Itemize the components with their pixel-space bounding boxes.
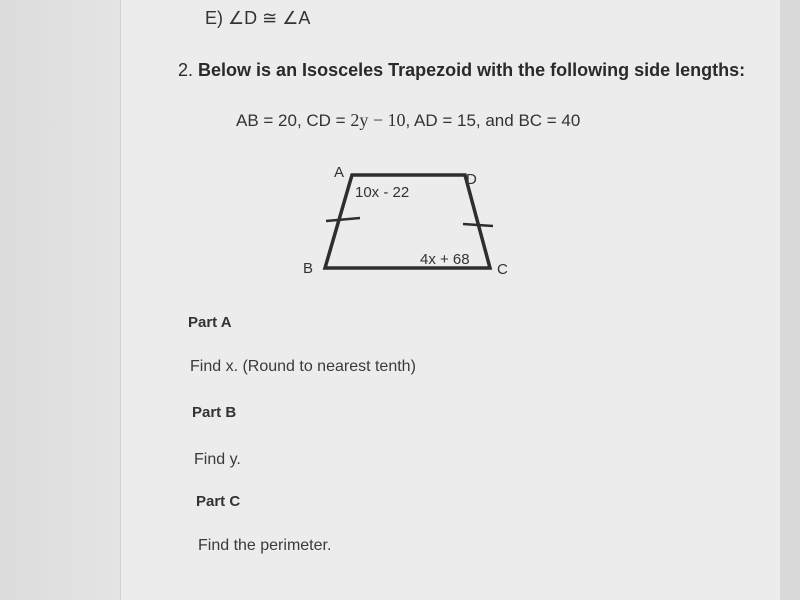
choice-text: ∠D ≅ ∠A [228,8,311,28]
part-c-instruction: Find the perimeter. [198,537,332,554]
trapezoid-figure [290,160,530,285]
given-cd-expression: 2y − 10 [350,110,406,130]
part-c-title: Part C [196,493,241,510]
vertex-b-label: B [303,260,314,277]
part-b-instruction: Find y. [194,451,241,468]
previous-answer-choice [205,8,310,29]
left-margin [0,0,120,600]
question-text: Below is an Isosceles Trapezoid with the following side lengths: [198,60,746,80]
choice-label: E) [205,8,223,28]
document-page [120,0,781,600]
part-b-title: Part B [192,404,237,421]
top-base-expression: 10x - 22 [355,184,410,201]
question-prompt [178,60,745,81]
bottom-base-expression: 4x + 68 [420,251,470,268]
given-side-lengths [236,110,580,131]
tick-mark-left [326,218,360,221]
given-ab: AB = 20, CD = [236,111,351,130]
part-a-title: Part A [188,314,232,331]
vertex-c-label: C [497,261,508,278]
given-rest: , AD = 15, and BC = 40 [405,111,581,130]
tick-mark-right [463,224,493,226]
right-margin [780,0,800,600]
vertex-a-label: A [334,164,345,181]
part-a-instruction: Find x. (Round to nearest tenth) [190,358,416,375]
question-number: 2. [178,60,194,80]
vertex-d-label: D [466,171,477,188]
